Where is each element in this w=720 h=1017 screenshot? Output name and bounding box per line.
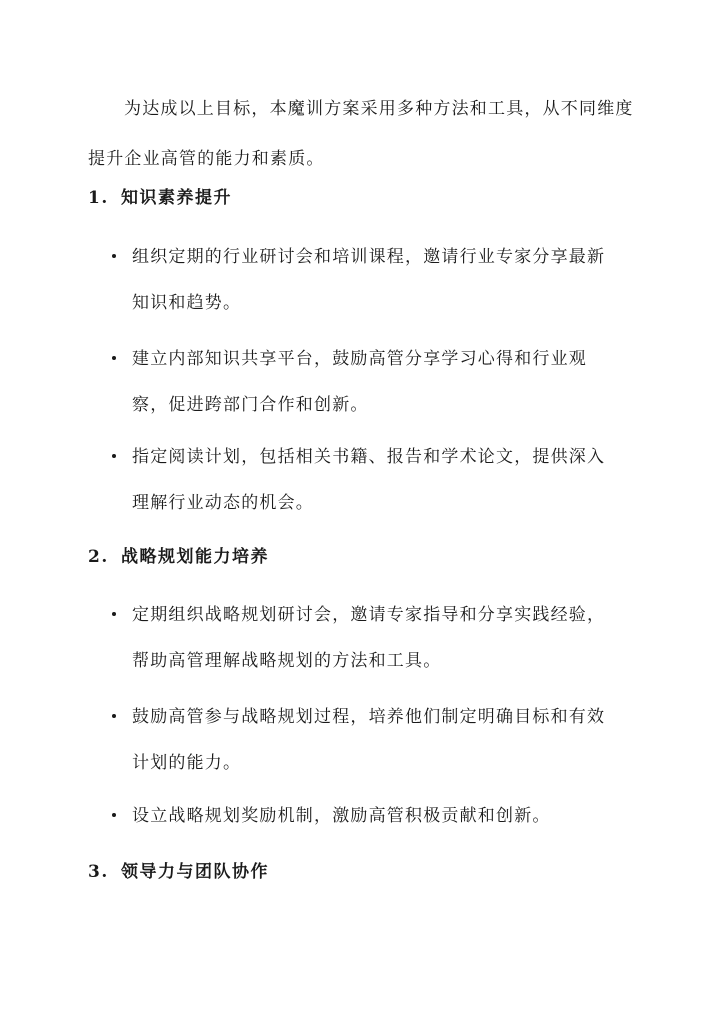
- list-item-text: 指定阅读计划，包括相关书籍、报告和学术论文，提供深入理解行业动态的机会。: [132, 447, 606, 513]
- bullet-icon: [112, 612, 116, 616]
- list-item: [112, 592, 612, 684]
- list-item-text: 鼓励高管参与战略规划过程，培养他们制定明确目标和有效计划的能力。: [132, 707, 606, 773]
- list-item: [112, 694, 612, 786]
- section-heading-2: [88, 545, 269, 569]
- list-item: [112, 434, 612, 526]
- list-item: [112, 336, 612, 428]
- section-number-2: 2.: [88, 547, 109, 567]
- section-title-2: 战略规划能力培养: [121, 547, 269, 567]
- list-item-text: 建立内部知识共享平台，鼓励高管分享学习心得和行业观察，促进跨部门合作和创新。: [132, 349, 587, 415]
- list-item-text: 组织定期的行业研讨会和培训课程，邀请行业专家分享最新知识和趋势。: [132, 247, 606, 313]
- section-title-1: 知识素养提升: [121, 188, 232, 208]
- list-item-text: 定期组织战略规划研讨会，邀请专家指导和分享实践经验，帮助高管理解战略规划的方法和工具。: [132, 605, 606, 671]
- bullet-icon: [112, 254, 116, 258]
- section-number-3: 3.: [88, 862, 109, 882]
- bullet-icon: [112, 813, 116, 817]
- list-item-text: 设立战略规划奖励机制，激励高管积极贡献和创新。: [132, 806, 551, 826]
- list-item: [112, 234, 612, 326]
- bullet-icon: [112, 454, 116, 458]
- section-title-3: 领导力与团队协作: [121, 862, 269, 882]
- bullet-icon: [112, 356, 116, 360]
- bullet-icon: [112, 714, 116, 718]
- list-item: [112, 793, 612, 839]
- section-heading-3: [88, 860, 269, 884]
- section-number-1: 1.: [88, 188, 109, 208]
- intro-paragraph: 为达成以上目标，本魔训方案采用多种方法和工具，从不同维度提升企业高管的能力和素质。: [88, 99, 634, 169]
- section-heading-1: [88, 186, 232, 210]
